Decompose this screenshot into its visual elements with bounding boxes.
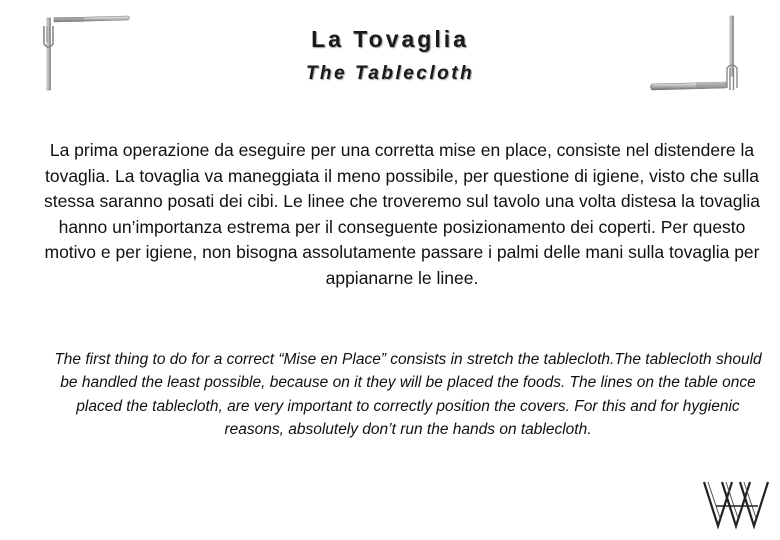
english-paragraph: The first thing to do for a correct “Mise en Place” consists in stretch the tablecloth.The tablecloth should be handled the least possible, because on it they will be placed the foods. The lines on the table once placed the tablecloth, are very important to correctly position the covers. For this and for hygienic reasons, absolutely don’t run the hands on tablecloth.: [54, 351, 762, 438]
italian-paragraph: La prima operazione da eseguire per una corretta mise en place, consiste nel distendere la tovaglia. La tovaglia va maneggiata il meno possibile, per questione di igiene, visto che sulla stessa saranno posati dei cibi. Le linee che troveremo sul tavolo una volta distesa la tovaglia hanno un’importanza estrema per il conseguente posizionamento dei coperti. Per questo motivo e per igiene, non bisogna assolutamente passare i palmi delle mani sulla tovaglia per appianarne le linee.: [44, 140, 760, 288]
page-title: La Tovaglia: [311, 26, 469, 52]
monogram-logo-icon: [702, 476, 772, 532]
page-subtitle: The Tablecloth: [305, 63, 475, 84]
